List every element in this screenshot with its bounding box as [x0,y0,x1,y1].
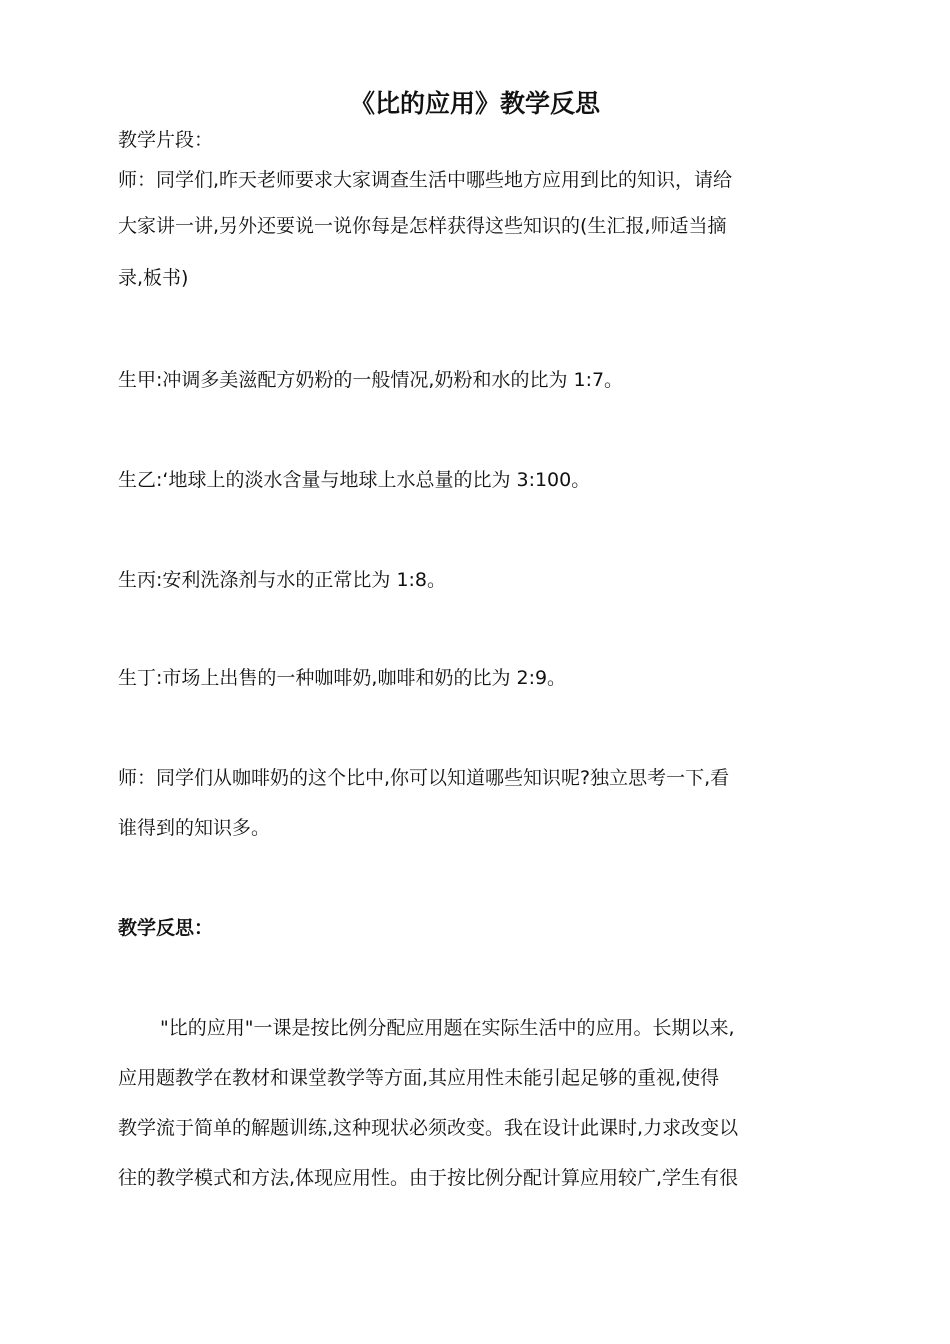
student-c-line: 生丙:安利洗涤剂与水的正常比为 1:8。 [118,569,447,591]
reflection-line-1: "比的应用"一课是按比例分配应用题在实际生活中的应用。长期以来, [160,1017,735,1039]
segment-heading: 教学片段： [118,129,214,151]
teacher-intro-line-1: 师：同学们,昨天老师要求大家调查生活中哪些地方应用到比的知识，请给 [118,169,733,191]
teacher-question-line-2: 谁得到的知识多。 [118,817,271,839]
reflection-line-3: 教学流于简单的解题训练,这种现状必须改变。我在设计此课时,力求改变以 [118,1117,739,1139]
document-title: 《比的应用》教学反思 [349,89,600,118]
student-d-line: 生丁:市场上出售的一种咖啡奶,咖啡和奶的比为 2:9。 [118,667,567,689]
student-b-line: 生乙:‘地球上的淡水含量与地球上水总量的比为 3:100。 [118,469,591,491]
student-a-line: 生甲:冲调多美滋配方奶粉的一般情况,奶粉和水的比为 1:7。 [118,369,624,391]
teacher-question-line-1: 师：同学们从咖啡奶的这个比中,你可以知道哪些知识呢?独立思考一下,看 [118,767,730,789]
reflection-heading: 教学反思： [118,917,214,939]
reflection-line-2: 应用题教学在教材和课堂教学等方面,其应用性未能引起足够的重视,使得 [118,1067,720,1089]
teacher-intro-line-2: 大家讲一讲,另外还要说一说你每是怎样获得这些知识的(生汇报,师适当摘 [118,215,727,237]
reflection-line-4: 往的教学模式和方法,体现应用性。由于按比例分配计算应用较广,学生有很 [118,1167,739,1189]
teacher-intro-line-3: 录,板书) [118,267,189,289]
